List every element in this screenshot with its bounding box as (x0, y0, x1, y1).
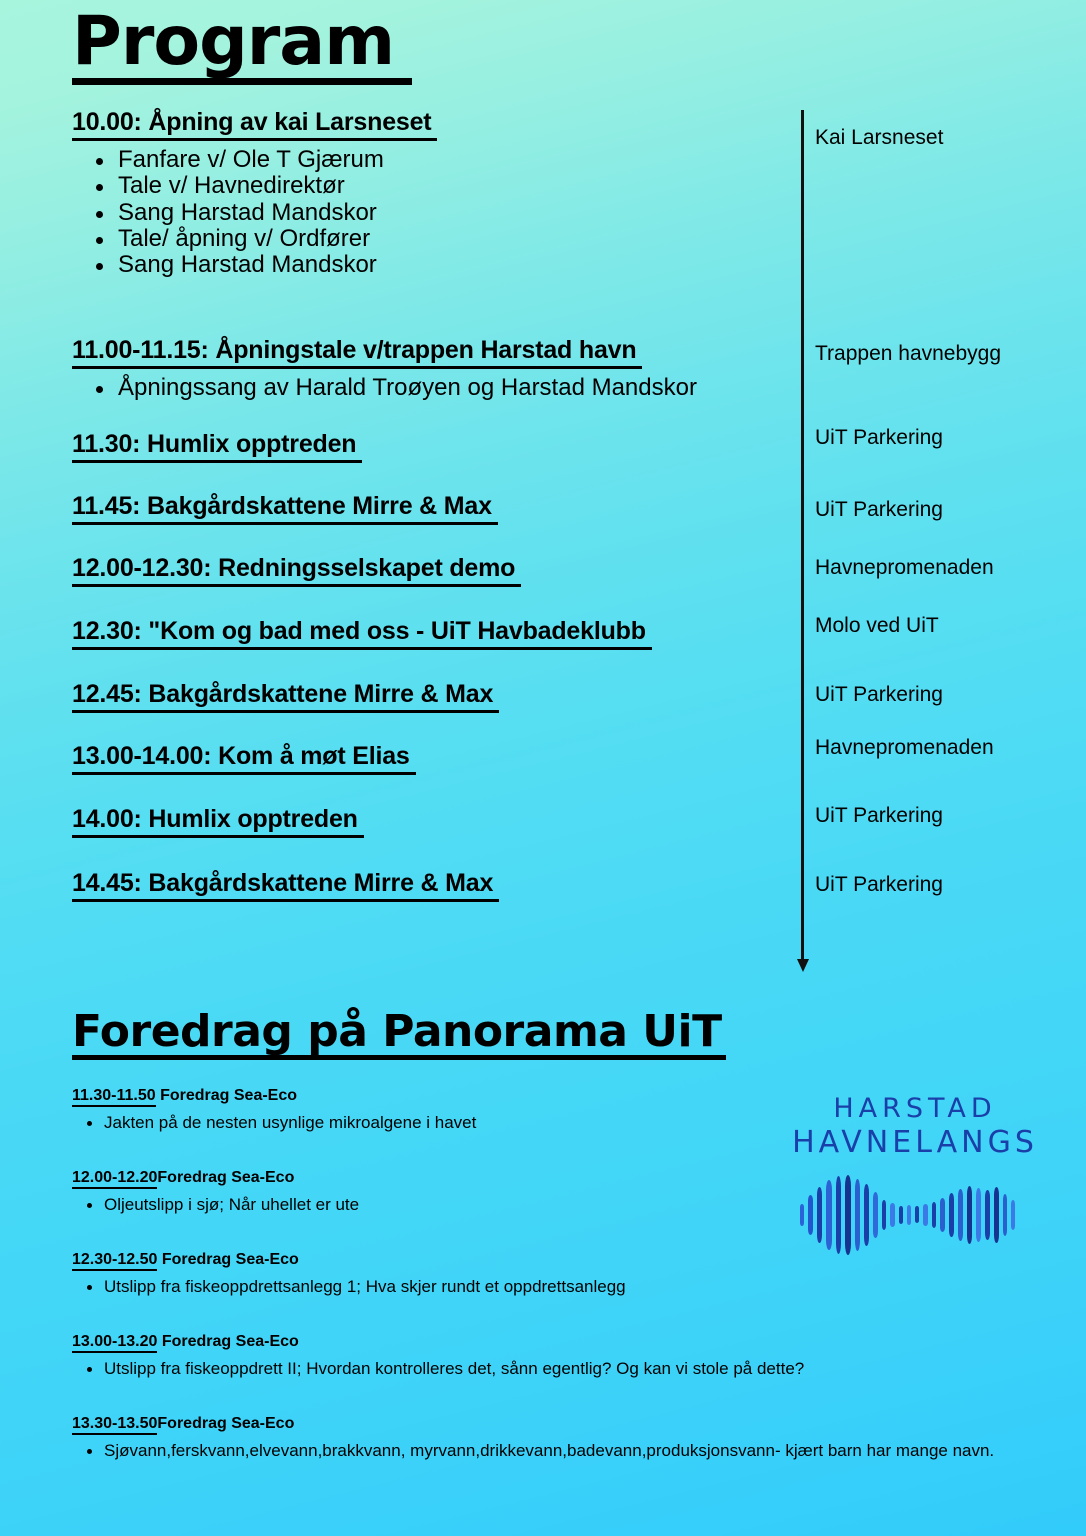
timeline-arrowhead-icon (797, 959, 809, 972)
program-item-bullets (72, 147, 772, 279)
program-item (72, 430, 772, 463)
program-item-heading-text: 12.45: Bakgårdskattene Mirre & Max (72, 680, 499, 713)
waveform-bar (864, 1184, 869, 1246)
page-title-text: Program (72, 8, 412, 85)
waveform-bar (932, 1202, 936, 1228)
program-item-heading (72, 492, 772, 525)
program-item-heading (72, 108, 772, 141)
waveform-bar (994, 1187, 999, 1243)
lecture-item (72, 1332, 1052, 1381)
program-item-heading-text: 14.00: Humlix opptreden (72, 805, 364, 838)
list-item: Tale/ åpning v/ Ordfører (72, 226, 772, 252)
lecture-item (72, 1414, 1052, 1463)
waveform-bar (808, 1195, 813, 1235)
program-item (72, 336, 772, 401)
waveform-bar (958, 1189, 963, 1241)
program-item-bullets (72, 375, 772, 401)
list-item: Åpningssang av Harald Troøyen og Harstad Mandskor (72, 375, 772, 401)
waveform-bar (890, 1203, 895, 1227)
program-item (72, 742, 772, 775)
lecture-time: 12.30-12.50 (72, 1250, 157, 1271)
waveform-bar (976, 1188, 981, 1242)
program-item-heading-text: 11.00-11.15: Åpningstale v/trappen Harstad havn (72, 336, 642, 369)
lecture-heading (72, 1332, 1052, 1353)
waveform-bar (907, 1205, 911, 1225)
waveform-bar (949, 1193, 954, 1237)
program-item-heading (72, 805, 772, 838)
waveform-bar (845, 1175, 851, 1255)
location-label: UiT Parkering (815, 873, 943, 896)
timeline-line (801, 110, 804, 965)
location-label: UiT Parkering (815, 804, 943, 827)
lecture-title: Foredrag Sea-Eco (157, 1415, 295, 1432)
list-item: Fanfare v/ Ole T Gjærum (72, 147, 772, 173)
harstad-havnelangs-logo (790, 1094, 1040, 1264)
waveform-bar (985, 1190, 990, 1240)
program-item (72, 805, 772, 838)
program-item-heading (72, 680, 772, 713)
waveform-icon (790, 1175, 1040, 1255)
waveform-bar (855, 1179, 860, 1251)
waveform-bar (940, 1198, 945, 1232)
program-item-heading-text: 13.00-14.00: Kom å møt Elias (72, 742, 416, 775)
program-item (72, 492, 772, 525)
program-item (72, 617, 772, 650)
list-item: Sang Harstad Mandskor (72, 200, 772, 226)
logo-line-1: HARSTAD (833, 1093, 997, 1124)
location-label: UiT Parkering (815, 683, 943, 706)
program-item-heading-text: 11.45: Bakgårdskattene Mirre & Max (72, 492, 498, 525)
lecture-title: Foredrag Sea-Eco (157, 1333, 299, 1350)
program-item-heading-text: 10.00: Åpning av kai Larsneset (72, 108, 437, 141)
list-item: Jakten på de nesten usynlige mikroalgene i havet (72, 1112, 1052, 1135)
waveform-bar (882, 1200, 886, 1230)
program-item-heading (72, 336, 772, 369)
lecture-bullets (72, 1358, 1052, 1381)
list-item: Utslipp fra fiskeoppdrett II; Hvordan kontrolleres det, sånn egentlig? Og kan vi stole på dette? (72, 1358, 1052, 1381)
waveform-bar (1011, 1200, 1015, 1230)
waveform-bar (915, 1206, 919, 1223)
waveform-bar (836, 1176, 841, 1254)
lecture-time: 13.30-13.50 (72, 1414, 157, 1435)
waveform-bar (817, 1187, 822, 1243)
location-label: Trappen havnebygg (815, 342, 1002, 365)
list-item: Sjøvann,ferskvann,elvevann,brakkvann, myrvann,drikkevann,badevann,produksjonsvann- kjært barn har mange navn. (72, 1440, 1052, 1463)
section-title-text: Foredrag på Panorama UiT (72, 1010, 726, 1060)
location-label: Havnepromenaden (815, 556, 994, 579)
lecture-bullets (72, 1276, 1052, 1299)
location-label: UiT Parkering (815, 498, 943, 521)
lecture-time: 11.30-11.50 (72, 1086, 156, 1107)
lecture-time: 12.00-12.20 (72, 1168, 157, 1189)
lecture-bullets (72, 1440, 1052, 1463)
lecture-time: 13.00-13.20 (72, 1332, 157, 1353)
program-item (72, 680, 772, 713)
waveform-bar (967, 1186, 972, 1244)
lecture-title: Foredrag Sea-Eco (157, 1169, 295, 1186)
logo-line-2: HAVNELANGS (792, 1124, 1038, 1160)
waveform-bar (800, 1204, 804, 1226)
timeline-arrow (797, 110, 811, 978)
program-item-heading-text: 12.30: "Kom og bad med oss - UiT Havbadeklubb (72, 617, 652, 650)
location-label: Havnepromenaden (815, 736, 994, 759)
list-item: Utslipp fra fiskeoppdrettsanlegg 1; Hva skjer rundt et oppdrettsanlegg (72, 1276, 1052, 1299)
program-item-heading (72, 869, 772, 902)
program-item-heading-text: 11.30: Humlix opptreden (72, 430, 362, 463)
lecture-heading (72, 1414, 1052, 1435)
waveform-bar (899, 1206, 903, 1224)
waveform-bar (1003, 1194, 1007, 1236)
program-item (72, 554, 772, 587)
list-item: Sang Harstad Mandskor (72, 252, 772, 278)
list-item: Oljeutslipp i sjø; Når uhellet er ute (72, 1194, 1052, 1217)
program-item-heading-text: 14.45: Bakgårdskattene Mirre & Max (72, 869, 499, 902)
program-item-heading (72, 430, 772, 463)
location-label: Kai Larsneset (815, 126, 944, 149)
lecture-title: Foredrag Sea-Eco (157, 1251, 299, 1268)
program-item-heading (72, 554, 772, 587)
program-item-heading (72, 617, 772, 650)
lecture-title: Foredrag Sea-Eco (155, 1087, 298, 1104)
waveform-bar (826, 1180, 832, 1250)
program-item-heading-text: 12.00-12.30: Redningsselskapet demo (72, 554, 521, 587)
program-item-heading (72, 742, 772, 775)
waveform-bar (923, 1204, 928, 1226)
section-title (72, 1006, 726, 1060)
program-item (72, 108, 772, 279)
location-label: Molo ved UiT (815, 614, 939, 637)
location-label: UiT Parkering (815, 426, 943, 449)
page-title (72, 2, 412, 85)
waveform-bar (873, 1192, 878, 1238)
program-item (72, 869, 772, 902)
list-item: Tale v/ Havnedirektør (72, 173, 772, 199)
